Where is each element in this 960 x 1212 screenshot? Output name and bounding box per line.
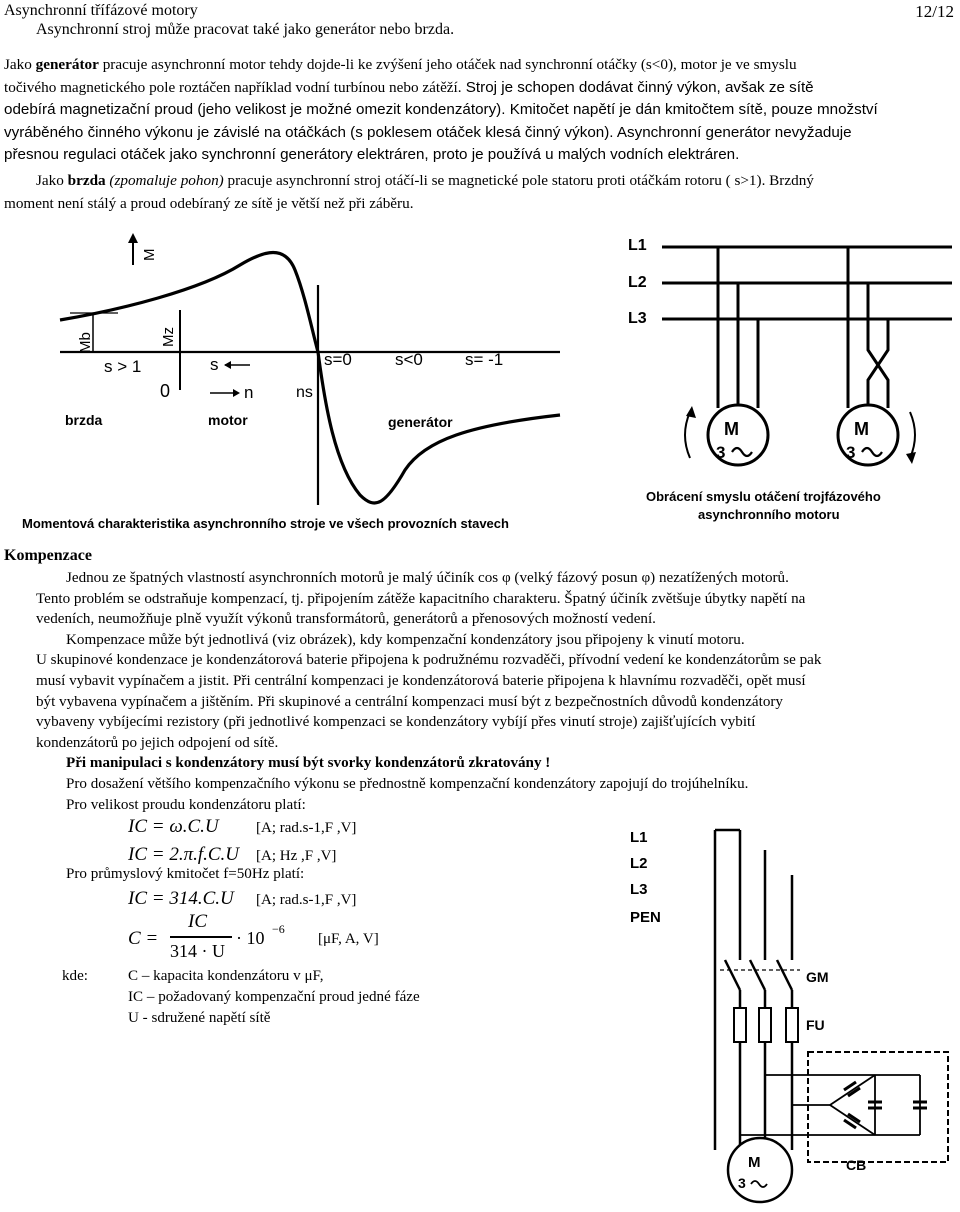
arrow-head-icon [906,452,916,464]
text: vedeních, neumožňuje plně využít výkonů transformátorů, generátorů a přenosových možností vedení. [36,611,656,628]
formula-1-units: [A; rad.s-1,F ,V] [256,820,357,836]
text: Jako [36,172,68,189]
s-gt1-label: s > 1 [104,357,142,376]
motor-3: 3 [738,1175,746,1191]
page-number: 12/12 [915,2,954,21]
fuse-icon [759,1008,771,1042]
text: Kompenzace může být jednotlivá (viz obrázek), kdy kompenzační kondenzátory jsou připojeny k vinutí motoru. [66,631,745,648]
text: moment není stálý a proud odebíraný ze sítě je větší než při záběru. [4,194,414,212]
rotation-arrow-icon [910,412,915,458]
ns-label: ns [296,384,313,401]
formula-3: IC = 314.C.U [128,888,234,909]
section-title-kompenzace: Kompenzace [4,547,92,564]
generator-paragraph [4,54,954,167]
motor-reversal-figure [610,230,955,530]
l3-label: L3 [630,881,648,898]
kompenzace-text [4,568,954,815]
switch-contact [750,960,765,990]
text: Stroj je schopen dodávat činný výkon, avšak ze sítě [461,78,814,96]
text: Jednou ze špatných vlastností asynchronních motorů je malý účiník cos φ (velký fázový posun φ) nezatížených motorů. [66,570,789,586]
caption-line-2: asynchronního motoru [698,507,840,522]
text: U skupinové kondenzace je kondenzátorová baterie připojena k podružnému rozvaděči, přívodní vedení ke kondenzátorům se pak [36,652,822,669]
document-subtitle: Asynchronní stroj může pracovat také jako generátor nebo brzda. [36,21,455,38]
compensation-circuit-figure [620,820,955,1205]
motor-label: motor [208,412,248,428]
arrow-head-icon [686,406,696,418]
definition-u: U - sdružené napětí sítě [128,1010,271,1026]
text: Asynchronní generátor nevyžaduje [613,123,852,141]
formula-4-lhs: C = [128,928,159,949]
mb-label: Mb [77,332,94,353]
rotation-arrow-icon [685,412,690,458]
l2-label: L2 [630,855,648,872]
term-brzda: brzda [67,172,106,189]
text: odebírá magnetizační proud (jeho velikost je možné omezit kondenzátory). [4,101,506,119]
l3-label: L3 [628,310,647,327]
caption-line-1: Obrácení smyslu otáčení trojfázového [646,489,881,504]
motor-1-3: 3 [716,443,726,462]
term-generator: generátor [35,56,99,73]
formula-4-factor: · 10 [236,928,265,948]
mz-label: Mz [160,327,177,347]
text: Jako [4,56,36,73]
text: být vybavena vypínačem a jištěním. Při skupinové a centrální kompenzaci musí být z bezpečnostních důvodů kondenzátory [36,693,783,710]
warning-text: Při manipulaci s kondenzátory musí být svorky kondenzátorů zkratovány ! [66,755,551,772]
formula-2-units: [A; Hz ,F ,V] [256,848,337,864]
arrow-head-icon [128,233,138,243]
zero-label: 0 [160,381,171,401]
text: točivého magnetického pole roztáčen například vodní turbínou nebo zátěží. [4,78,462,96]
text: kondenzátorů po jejich odpojení od sítě. [36,734,279,751]
generator-label: generátor [388,414,453,430]
formula-4-units: [μF, A, V] [318,931,379,947]
text: vybaveny vybíjecími rezistory (při jednotlivé kompenzaci se kondenzátory vybíjí přes vinutí stroje) zajišťujících vybití [36,714,756,731]
wire [868,283,888,408]
motor-m: M [748,1154,761,1171]
formula-3-units: [A; rad.s-1,F ,V] [256,892,357,908]
l1-label: L1 [630,829,648,846]
definition-ic: IC – požadovaný kompenzační proud jedné fáze [128,989,420,1005]
arrow-head-icon [224,361,231,369]
n-label: n [244,383,254,402]
brake-paragraph [4,170,954,215]
text: Pro dosažení většího kompenzačního výkonu se přednostně kompenzační kondenzátory zapojují do trojúhelníku. [66,775,749,792]
fraction-bar [170,936,232,938]
l1-label: L1 [628,237,647,254]
s-zero-label: s=0 [324,350,352,369]
text: musí vybavit vypínačem a jistit. Při centrální kompenzaci je kondenzátorová baterie připojena k hlavnímu rozvaděči, opět musí [36,672,806,689]
motor-1-m: M [724,419,739,439]
switch-contact [725,960,740,990]
fu-label: FU [806,1017,825,1033]
text: přesnou regulaci otáček jako synchronní generátory elektráren, proto je používá u malých vodních elektráren. [4,146,740,164]
pen-label: PEN [630,909,661,926]
arrow-head-icon [233,389,240,397]
fuse-icon [786,1008,798,1042]
text: pracuje asynchronní motor tehdy dojde-li ke zvýšení jeho otáček nad synchronní otáčky (s<0), motor je ve smyslu [98,56,797,73]
formula-2: IC = 2.π.f.C.U [128,844,240,865]
gm-label: GM [806,969,829,985]
m-label: M [141,248,158,261]
s-lt0-label: s<0 [395,350,423,369]
brzda-label: brzda [65,412,103,428]
wire [868,319,888,408]
text: Pro průmyslový kmitočet f=50Hz platí: [66,866,305,882]
text: pracuje asynchronní stroj otáčí-li se magnetické pole statoru proti otáčkám rotoru ( s>1). Brzdný [223,172,814,189]
s-label: s [210,355,219,374]
text: Pro velikost proudu kondenzátoru platí: [66,796,306,813]
fuse-icon [734,1008,746,1042]
text: Kmitočet napětí je dán kmitočtem sítě, pouze množství [505,101,878,119]
definition-c: C – kapacita kondenzátoru v μF, [128,968,324,984]
formula-1: IC = ω.C.U [128,816,219,837]
motor-2-m: M [854,419,869,439]
figure-caption: Momentová charakteristika asynchronního stroje ve všech provozních stavech [22,516,509,531]
torque-characteristic-figure [0,225,600,540]
formula-4-denominator: 314 · U [170,941,225,961]
text: Tento problém se odstraňuje kompenzací, tj. připojením zátěže kapacitního charakteru. Špatný účiník zvětšuje úbytky napětí na [36,590,806,607]
document-title: Asynchronní třífázové motory [4,2,198,19]
motor-2-3: 3 [846,443,856,462]
s-minus1-label: s= -1 [465,350,504,369]
text: vyráběného činného výkonu je závislé na otáčkách (s poklesem otáček klesá činný výkon). [4,123,614,141]
formula-4-numerator: IC [188,911,207,932]
kde-label: kde: [62,968,88,984]
text: (zpomaluje pohon) [105,172,224,189]
cb-label: CB [846,1157,867,1173]
formula-4-exponent: −6 [272,922,285,936]
torque-curve [60,253,560,503]
l2-label: L2 [628,274,647,291]
switch-contact [777,960,792,990]
